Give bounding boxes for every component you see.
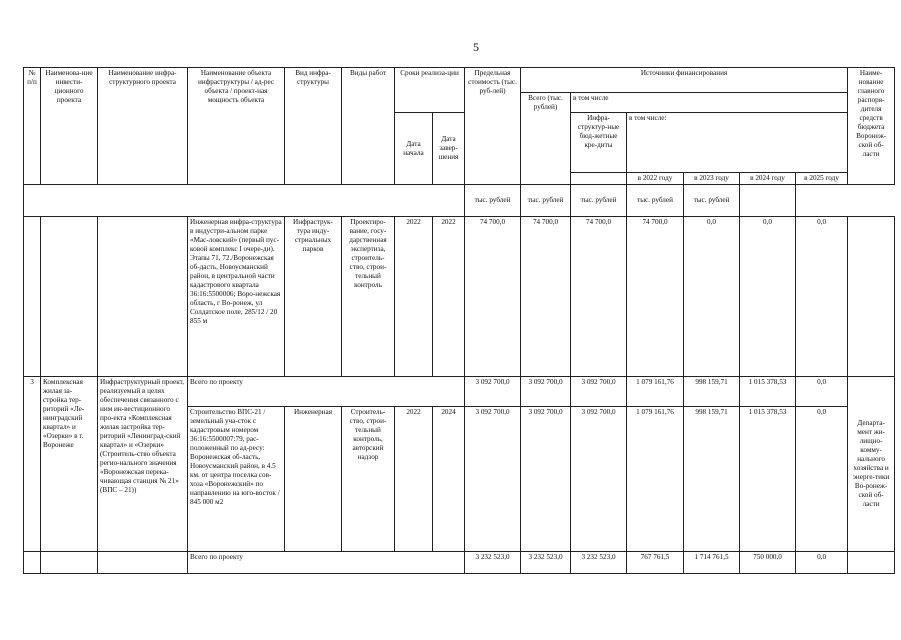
- row-a-work-type: Проектиро-вание, госу-дарственная экспертиза, строитель-ство, строи-тельный контроль: [342, 217, 395, 377]
- project3-object: Строительство ВПС-21 / земельный уча-сток с кадастровым номером 36:16:5500007:79, рас-положенный по ад-ресу: Воронежская об-ласть, Новоусманский район, в 4.5 км. от центра поселка сов-хоза «Воронежский» по направлению на юго-восток / 845 000 м2: [188, 407, 285, 552]
- project3-total-y2025: 0,0: [796, 377, 848, 407]
- project3-y2022: 1 079 161,76: [627, 407, 684, 552]
- header-credits-cont: [571, 173, 627, 185]
- header-unit-y2025: тыс. рублей: [684, 185, 740, 217]
- project3-total-y2023: 998 159,71: [684, 377, 740, 407]
- row-a-num: [24, 217, 41, 377]
- header-admin: Наиме-нование главного распоря-дителя средств бюджета Воронеж-ской об-ласти: [848, 68, 895, 185]
- project3-total-y2024: 1 015 378,53: [740, 377, 796, 407]
- project3-y2025: 0,0: [796, 407, 848, 552]
- last-infra: [98, 552, 188, 574]
- last-invest: [41, 552, 98, 574]
- header-cost: Предельная стоимость (тыс. руб-лей): [465, 68, 521, 185]
- header-credits: Инфра-структур-ные бюд-жетные кре-диты: [571, 113, 627, 173]
- row-a-admin: [848, 217, 895, 377]
- last-total-y2023: 1 714 761,5: [684, 552, 740, 574]
- header-y2023: в 2023 году: [684, 173, 740, 185]
- header-num: № п/п: [24, 68, 41, 185]
- project3-num: 3: [24, 377, 41, 552]
- project3-total: 3 092 700,0: [521, 407, 571, 552]
- financing-table: [23, 67, 895, 574]
- row-a-invest: [41, 217, 98, 377]
- row-a-start: 2022: [395, 217, 433, 377]
- header-infra-type: Вид инфра-структуры: [285, 68, 342, 185]
- last-total-cost: 3 232 523,0: [465, 552, 521, 574]
- header-unit-y2024: тыс. рублей: [627, 185, 684, 217]
- last-total-y2022: 767 761,5: [627, 552, 684, 574]
- row-a-y2023: 0,0: [684, 217, 740, 377]
- header-y2022: в 2022 году: [627, 173, 684, 185]
- header-unit-y2023: тыс. рублей: [571, 185, 627, 217]
- project3-work-type: Строитель-ство, строи-тельный контроль, авторский надзор: [342, 407, 395, 552]
- row-a-y2025: 0,0: [796, 217, 848, 377]
- row-a-infra-type: Инфраструк-тура инду-стриальных парков: [285, 217, 342, 377]
- row-a-y2024: 0,0: [740, 217, 796, 377]
- project3-total-total: 3 092 700,0: [521, 377, 571, 407]
- header-incl2: в том числе:: [627, 113, 848, 173]
- project3-infra-type: Инженерная: [285, 407, 342, 552]
- header-total: Всего (тыс. рублей): [521, 93, 571, 185]
- table-row: [24, 217, 895, 377]
- header-unit-y2022: тыс. рублей: [521, 185, 571, 217]
- last-num: [24, 552, 41, 574]
- header-unit-spacer: [24, 185, 465, 217]
- project3-y2023: 998 159,71: [684, 407, 740, 552]
- project3-end: 2024: [433, 407, 465, 552]
- project3-total-y2022: 1 079 161,76: [627, 377, 684, 407]
- last-total-label: Всего по проекту: [188, 552, 465, 574]
- project3-infra: Инфраструктурный проект, реализуемый в целях обеспечения связанного с ним ин-вестиционного про-екта «Комплексная жилая застройка тер-риторий «Ленинград-ский квартал» и «Озерки» (Строитель-ство объекта регио-нального значения «Воронежская перека-чивающая станция № 21» (ВПС – 21)): [98, 377, 188, 552]
- row-a-credits: 74 700,0: [571, 217, 627, 377]
- header-terms: Сроки реализа-ции: [395, 68, 465, 113]
- header-work-type: Виды работ: [342, 68, 395, 185]
- row-a-object: Инженерная инфра-структура в индустри-альном парке «Мас-ловский» (первый пус-ковой комплекс I очере-ди). Этапы 71, 72./Воронежская об-дасть, Новоусманский район, в центральной части кадастрового квартала 36:16:5500006; Воро-нежская область, г Во-ронеж, ул Солдатское поле, 285/12 / 20 855 м: [188, 217, 285, 377]
- table-row: [24, 377, 895, 407]
- project3-cost: 3 092 700,0: [465, 407, 521, 552]
- last-total-y2025: 0,0: [796, 552, 848, 574]
- header-admin-spacer: [740, 185, 796, 217]
- last-total-credits: 3 232 523,0: [571, 552, 627, 574]
- page-number: 5: [473, 40, 479, 54]
- project3-total-credits: 3 092 700,0: [571, 377, 627, 407]
- header-date-start: Дата начала: [395, 113, 433, 185]
- project3-credits: 3 092 700,0: [571, 407, 627, 552]
- row-a-y2022: 74 700,0: [627, 217, 684, 377]
- row-a-end: 2022: [433, 217, 465, 377]
- row-a-total: 74 700,0: [521, 217, 571, 377]
- row-a-infra: [98, 217, 188, 377]
- project3-total-cost: 3 092 700,0: [465, 377, 521, 407]
- header-funding: Источники финансирования: [521, 68, 848, 93]
- header-y2025: в 2025 году: [796, 173, 848, 185]
- project3-total-label: Всего по проекту: [188, 377, 465, 407]
- project3-start: 2022: [395, 407, 433, 552]
- project3-y2024: 1 015 378,53: [740, 407, 796, 552]
- last-admin: [848, 552, 895, 574]
- header-infra-project: Наименование инфра-структурного проекта: [98, 68, 188, 185]
- row-a-cost: 74 700,0: [465, 217, 521, 377]
- header-unit-credits: тыс. рублей: [465, 185, 521, 217]
- header-y2024: в 2024 году: [740, 173, 796, 185]
- header-incl: в том числе: [571, 93, 848, 113]
- project3-invest: Комплексная жилая за-стройка тер-риторий «Ле-нинградский квартал» и «Озерки» в г. Воронеже: [41, 377, 98, 552]
- last-total-y2024: 750 000,0: [740, 552, 796, 574]
- header-invest-project: Наименова-ние инвести-ционного проекта: [41, 68, 98, 185]
- project3-admin: Департа-мент жи-лищно-комму-нального хозяйства и энерге-тики Во-ронеж-ской об-ласти: [848, 377, 895, 552]
- last-total-total: 3 232 523,0: [521, 552, 571, 574]
- table-row: [24, 552, 895, 574]
- header-object: Наименование объекта инфраструктуры / ад-рес объекта / проект-ная мощность объекта: [188, 68, 285, 185]
- header-date-end: Дата завер-шения: [433, 113, 465, 185]
